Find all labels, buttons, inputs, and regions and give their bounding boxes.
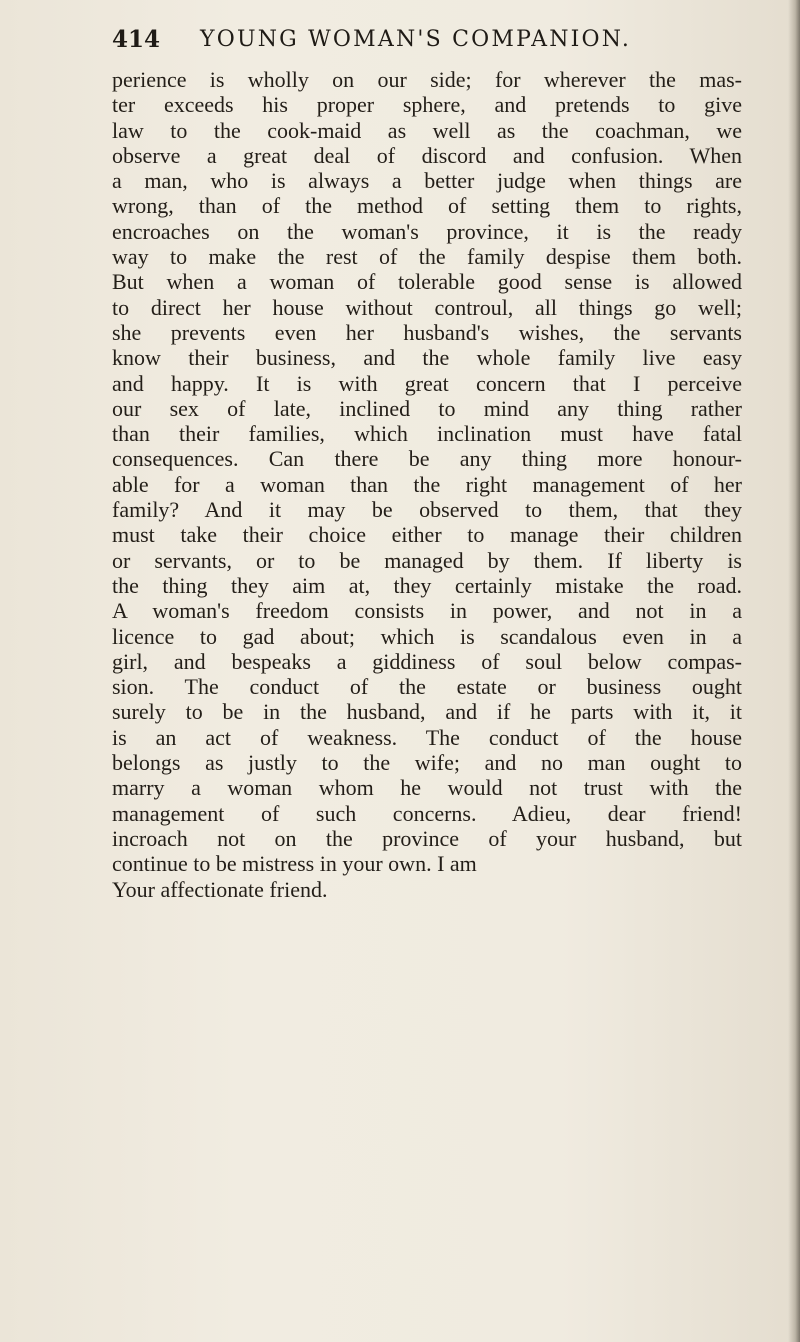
text-line: A woman's freedom consists in power, and not in a bbox=[112, 598, 742, 624]
text-line: is an act of weakness. The conduct of the house bbox=[112, 724, 742, 750]
body-text bbox=[112, 67, 742, 902]
text-line: way to make the rest of the family despise them both. bbox=[112, 244, 742, 270]
page-header bbox=[112, 26, 752, 66]
text-line: a man, who is always a better judge when things are bbox=[112, 168, 742, 194]
text-line: belongs as justly to the wife; and no man ought to bbox=[112, 750, 742, 776]
text-line: family? And it may be observed to them, that they bbox=[112, 497, 742, 523]
text-line: law to the cook-maid as well as the coachman, we bbox=[112, 117, 742, 143]
text-line: our sex of late, inclined to mind any thing rather bbox=[112, 395, 742, 421]
signature-line bbox=[112, 877, 742, 902]
text-line: consequences. Can there be any thing more honour- bbox=[112, 446, 742, 472]
text-line: know their business, and the whole family live easy bbox=[112, 345, 742, 371]
text-line: and happy. It is with great concern that I perceive bbox=[112, 370, 742, 396]
text-line: the thing they aim at, they certainly mistake the road. bbox=[112, 572, 742, 598]
text-line: licence to gad about; which is scandalous even in a bbox=[112, 623, 742, 649]
text-line: than their families, which inclination must have fatal bbox=[112, 421, 742, 447]
signature: Your affectionate friend. bbox=[112, 876, 328, 902]
text-line: ter exceeds his proper sphere, and pretends to give bbox=[112, 92, 742, 118]
text-line: management of such concerns. Adieu, dear friend! bbox=[112, 800, 742, 826]
text-line: must take their choice either to manage their children bbox=[112, 522, 742, 548]
text-line: or servants, or to be managed by them. If liberty is bbox=[112, 547, 742, 573]
text-line: to direct her house without controul, all things go well; bbox=[112, 294, 742, 320]
text-line: perience is wholly on our side; for wherever the mas- bbox=[112, 67, 742, 92]
text-line: wrong, than of the method of setting them to rights, bbox=[112, 193, 742, 219]
page-number: 414 bbox=[112, 26, 161, 53]
text-line: sion. The conduct of the estate or business ought bbox=[112, 674, 742, 700]
text-line: continue to be mistress in your own. I am bbox=[112, 851, 477, 877]
text-line: she prevents even her husband's wishes, the servants bbox=[112, 319, 742, 345]
text-line: incroach not on the province of your husband, but bbox=[112, 825, 742, 851]
text-line: But when a woman of tolerable good sense is allowed bbox=[112, 269, 742, 295]
text-line: observe a great deal of discord and confusion. When bbox=[112, 142, 742, 168]
text-line: encroaches on the woman's province, it is the ready bbox=[112, 218, 742, 244]
running-head: YOUNG WOMAN'S COMPANION. bbox=[200, 27, 632, 52]
text-line: girl, and bespeaks a giddiness of soul below compas- bbox=[112, 648, 742, 674]
text-line: surely to be in the husband, and if he parts with it, it bbox=[112, 699, 742, 725]
page-edge-shadow bbox=[788, 0, 800, 1342]
text-line: marry a woman whom he would not trust with the bbox=[112, 775, 742, 801]
text-line: able for a woman than the right management of her bbox=[112, 471, 742, 497]
